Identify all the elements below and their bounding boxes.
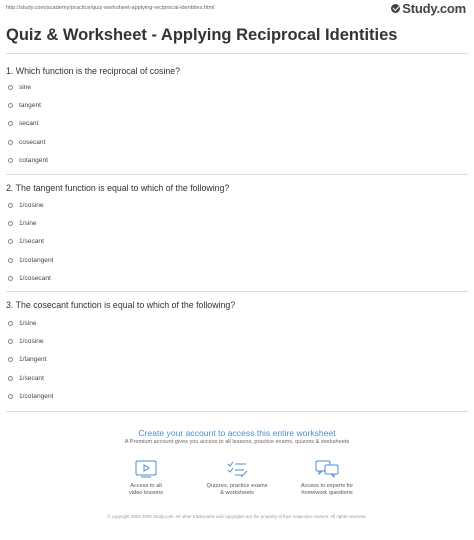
answer-option[interactable] <box>8 200 44 210</box>
answer-option[interactable] <box>8 273 51 283</box>
answer-option[interactable] <box>8 255 53 265</box>
question-1: 1. Which function is the reciprocal of cosine? <box>6 66 181 76</box>
answer-option[interactable] <box>8 373 44 383</box>
video-lesson-icon <box>135 460 157 478</box>
feature-quizzes <box>197 460 277 497</box>
quiz-checklist-icon <box>226 460 248 478</box>
answer-option[interactable] <box>8 100 41 110</box>
question-2: 2. The tangent function is equal to which of the following? <box>6 183 230 193</box>
option-label: 1/cosine <box>19 337 44 345</box>
option-label: 1/secant <box>19 237 44 245</box>
study-logo[interactable] <box>391 1 466 16</box>
answer-option[interactable] <box>8 137 45 147</box>
radio-icon[interactable] <box>8 203 13 208</box>
option-label: 1/cotangent <box>19 256 54 264</box>
option-label: 1/cosine <box>19 201 44 209</box>
answer-option[interactable] <box>8 236 44 246</box>
option-label: secant <box>19 119 39 127</box>
create-account-link[interactable]: Create your account to access this entire worksheet <box>138 428 336 438</box>
radio-icon[interactable] <box>8 394 13 399</box>
page-header <box>0 0 474 18</box>
answer-option[interactable] <box>8 391 53 401</box>
answer-option[interactable] <box>8 155 48 165</box>
option-label: 1/cosecant <box>19 274 51 282</box>
answer-option[interactable] <box>8 218 37 228</box>
radio-icon[interactable] <box>8 158 13 163</box>
option-label: 1/sine <box>19 219 37 227</box>
option-label: sine <box>19 83 32 91</box>
answer-option[interactable] <box>8 354 47 364</box>
radio-icon[interactable] <box>8 121 13 126</box>
radio-icon[interactable] <box>8 276 13 281</box>
page-url: http://study.com/academy/practice/quiz-worksheet-applying-reciprocal-identities.html <box>6 5 215 11</box>
divider <box>6 53 468 54</box>
feature-experts <box>287 460 367 497</box>
divider <box>6 291 468 292</box>
radio-icon[interactable] <box>8 339 13 344</box>
feature-video-lessons <box>106 460 186 497</box>
divider <box>6 411 468 412</box>
expert-chat-icon <box>315 460 339 478</box>
answer-option[interactable] <box>8 82 31 92</box>
option-label: 1/tangent <box>19 355 47 363</box>
radio-icon[interactable] <box>8 258 13 263</box>
divider <box>6 174 468 175</box>
option-label: 1/cotangent <box>19 392 54 400</box>
radio-icon[interactable] <box>8 376 13 381</box>
radio-icon[interactable] <box>8 321 13 326</box>
feature-label: Quizzes, practice exams & worksheets <box>206 483 268 496</box>
answer-option[interactable] <box>8 118 38 128</box>
radio-icon[interactable] <box>8 357 13 362</box>
answer-option[interactable] <box>8 318 37 328</box>
feature-label: Access to experts for homework questions <box>300 483 354 496</box>
radio-icon[interactable] <box>8 85 13 90</box>
radio-icon[interactable] <box>8 103 13 108</box>
logo-check-icon <box>391 4 400 13</box>
radio-icon[interactable] <box>8 239 13 244</box>
option-label: tangent <box>19 101 41 109</box>
promo-subtitle: A Premium account gives you access to all lessons, practice exams, quizzes & worksheets <box>124 439 350 445</box>
premium-promo <box>0 418 474 540</box>
option-label: 1/sine <box>19 319 37 327</box>
option-label: cotangent <box>19 156 48 164</box>
answer-option[interactable] <box>8 336 44 346</box>
option-label: cosecant <box>19 138 46 146</box>
feature-label: Access to all video lessons <box>129 483 163 496</box>
option-label: 1/secant <box>19 374 44 382</box>
question-3: 3. The cosecant function is equal to which of the following? <box>6 300 236 310</box>
copyright-notice: © copyright 2003-2020 Study.com. All other trademarks and copyrights are the property of their respective owners. All rights reserved. <box>107 514 367 519</box>
radio-icon[interactable] <box>8 140 13 145</box>
radio-icon[interactable] <box>8 221 13 226</box>
page-title: Quiz & Worksheet - Applying Reciprocal Identities <box>6 26 398 44</box>
logo-text: Study.com <box>402 1 466 16</box>
